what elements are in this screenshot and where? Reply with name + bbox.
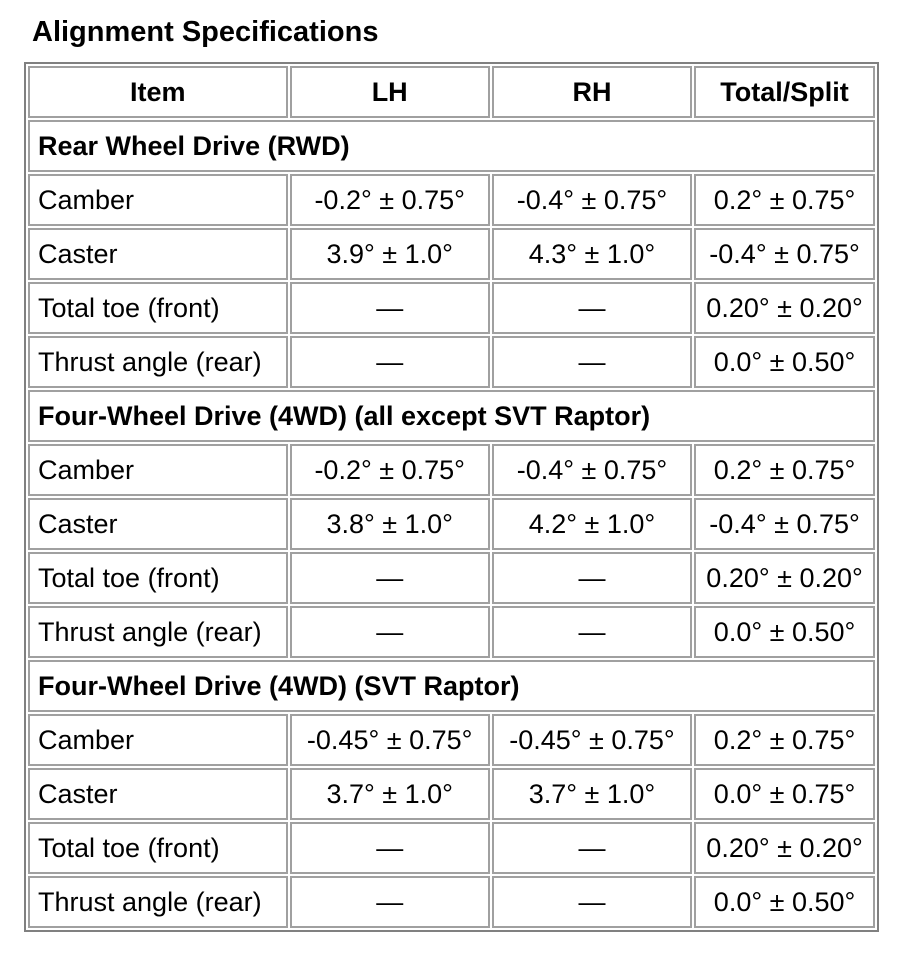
header-rh: RH <box>492 66 692 118</box>
table-row <box>28 498 875 550</box>
lh-cell: — <box>290 876 490 928</box>
rh-cell: 4.3° ± 1.0° <box>492 228 692 280</box>
rh-cell: 4.2° ± 1.0° <box>492 498 692 550</box>
total-cell: -0.4° ± 0.75° <box>694 228 875 280</box>
total-cell: 0.20° ± 0.20° <box>694 822 875 874</box>
table-row <box>28 336 875 388</box>
header-row <box>28 66 875 118</box>
total-cell: 0.2° ± 0.75° <box>694 714 875 766</box>
item-cell: Thrust angle (rear) <box>28 606 288 658</box>
rh-cell: 3.7° ± 1.0° <box>492 768 692 820</box>
lh-cell: — <box>290 336 490 388</box>
item-cell: Total toe (front) <box>28 282 288 334</box>
table-row <box>28 552 875 604</box>
table-row <box>28 606 875 658</box>
section-title: Four-Wheel Drive (4WD) (all except SVT Raptor) <box>28 390 875 442</box>
total-cell: 0.2° ± 0.75° <box>694 174 875 226</box>
table-row <box>28 768 875 820</box>
header-item: Item <box>28 66 288 118</box>
lh-cell: -0.45° ± 0.75° <box>290 714 490 766</box>
total-cell: -0.4° ± 0.75° <box>694 498 875 550</box>
item-cell: Total toe (front) <box>28 822 288 874</box>
total-cell: 0.0° ± 0.75° <box>694 768 875 820</box>
section-row-4wd-raptor <box>28 660 875 712</box>
rh-cell: — <box>492 606 692 658</box>
item-cell: Caster <box>28 228 288 280</box>
rh-cell: — <box>492 822 692 874</box>
table-row <box>28 714 875 766</box>
total-cell: 0.2° ± 0.75° <box>694 444 875 496</box>
rh-cell: — <box>492 876 692 928</box>
rh-cell: — <box>492 552 692 604</box>
lh-cell: — <box>290 282 490 334</box>
lh-cell: -0.2° ± 0.75° <box>290 444 490 496</box>
section-row-4wd <box>28 390 875 442</box>
lh-cell: — <box>290 822 490 874</box>
table-row <box>28 876 875 928</box>
table-row <box>28 282 875 334</box>
header-lh: LH <box>290 66 490 118</box>
table-row <box>28 174 875 226</box>
alignment-spec-table <box>24 62 879 932</box>
section-title: Four-Wheel Drive (4WD) (SVT Raptor) <box>28 660 875 712</box>
total-cell: 0.20° ± 0.20° <box>694 282 875 334</box>
lh-cell: 3.9° ± 1.0° <box>290 228 490 280</box>
lh-cell: — <box>290 606 490 658</box>
total-cell: 0.0° ± 0.50° <box>694 876 875 928</box>
rh-cell: — <box>492 336 692 388</box>
item-cell: Total toe (front) <box>28 552 288 604</box>
section-row-rwd <box>28 120 875 172</box>
item-cell: Thrust angle (rear) <box>28 336 288 388</box>
header-total-split: Total/Split <box>694 66 875 118</box>
table-row <box>28 228 875 280</box>
lh-cell: 3.8° ± 1.0° <box>290 498 490 550</box>
lh-cell: 3.7° ± 1.0° <box>290 768 490 820</box>
table-body <box>28 120 875 928</box>
item-cell: Camber <box>28 174 288 226</box>
table-row <box>28 444 875 496</box>
rh-cell: — <box>492 282 692 334</box>
lh-cell: -0.2° ± 0.75° <box>290 174 490 226</box>
total-cell: 0.0° ± 0.50° <box>694 336 875 388</box>
table-row <box>28 822 875 874</box>
item-cell: Camber <box>28 714 288 766</box>
rh-cell: -0.4° ± 0.75° <box>492 444 692 496</box>
lh-cell: — <box>290 552 490 604</box>
rh-cell: -0.45° ± 0.75° <box>492 714 692 766</box>
item-cell: Thrust angle (rear) <box>28 876 288 928</box>
item-cell: Camber <box>28 444 288 496</box>
item-cell: Caster <box>28 498 288 550</box>
rh-cell: -0.4° ± 0.75° <box>492 174 692 226</box>
section-title: Rear Wheel Drive (RWD) <box>28 120 875 172</box>
total-cell: 0.20° ± 0.20° <box>694 552 875 604</box>
item-cell: Caster <box>28 768 288 820</box>
total-cell: 0.0° ± 0.50° <box>694 606 875 658</box>
page-title: Alignment Specifications <box>32 16 379 48</box>
